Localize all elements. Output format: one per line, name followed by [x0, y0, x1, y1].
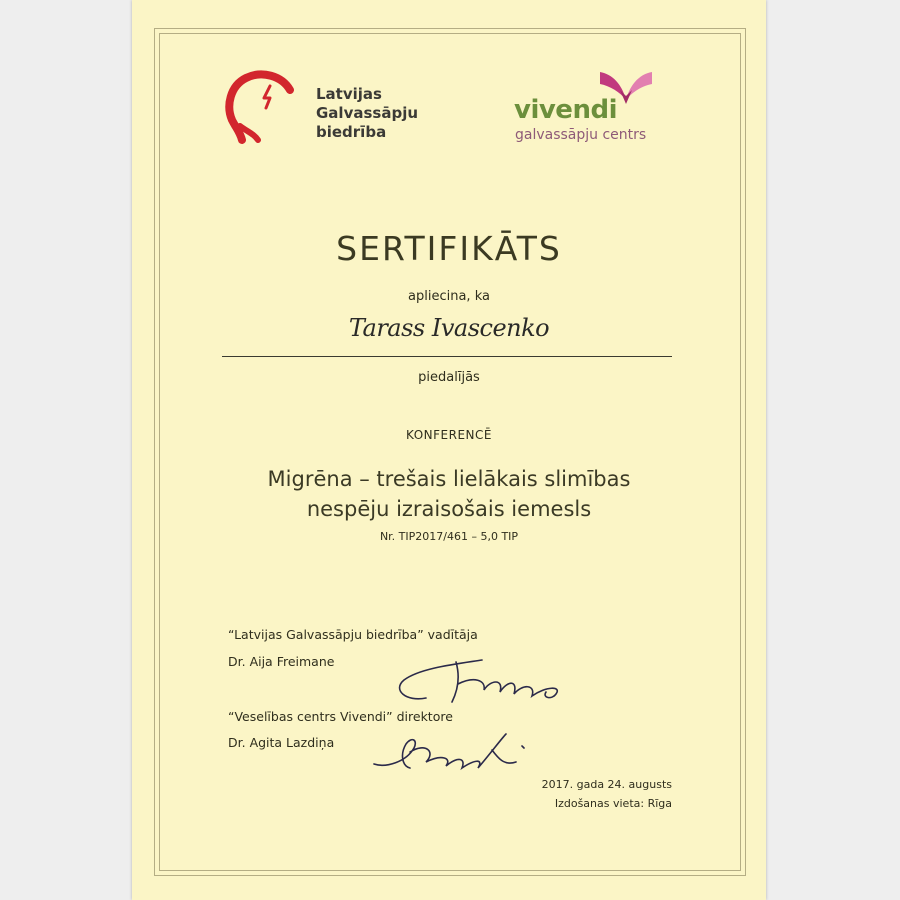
- participated-text: piedalījās: [418, 370, 480, 385]
- certificate-page: [132, 0, 766, 900]
- conference-topic: [132, 464, 766, 524]
- name-underline: [222, 356, 672, 357]
- signatory-1-name: Dr. Aija Freimane: [228, 654, 335, 669]
- lgb-logo-text: Latvijas Galvassāpju biedrība: [316, 85, 419, 141]
- topic-line-2: nespēju izraisošais iemesls: [306, 497, 592, 521]
- signatory-2-role: “Veselības centrs Vivendi” direktore: [228, 709, 453, 724]
- issue-place: Izdošanas vieta: Rīga: [554, 797, 672, 810]
- head-profile-icon: [220, 68, 300, 148]
- issue-date: 2017. gada 24. augusts: [541, 778, 672, 791]
- signatory-1-role: “Latvijas Galvassāpju biedrība” vadītāja: [228, 627, 478, 642]
- signature-1: [386, 650, 576, 708]
- topic-line-1: Migrēna – trešais lielākais slimības: [267, 467, 631, 491]
- vivendi-logo-text: vivendi: [514, 95, 617, 125]
- recipient-name: Tarass Ivascenko: [348, 314, 550, 342]
- vivendi-subtitle: galvassāpju centrs: [515, 127, 647, 143]
- certificate-number: Nr. TIP2017/461 – 5,0 TIP: [379, 530, 519, 543]
- event-type: KONFERENCĒ: [406, 428, 492, 442]
- attests-text: apliecina, ka: [408, 289, 490, 304]
- signature-2: [366, 728, 541, 776]
- signatory-2-name: Dr. Agita Lazdiņa: [228, 735, 335, 750]
- certificate-title: SERTIFIKĀTS: [336, 229, 562, 268]
